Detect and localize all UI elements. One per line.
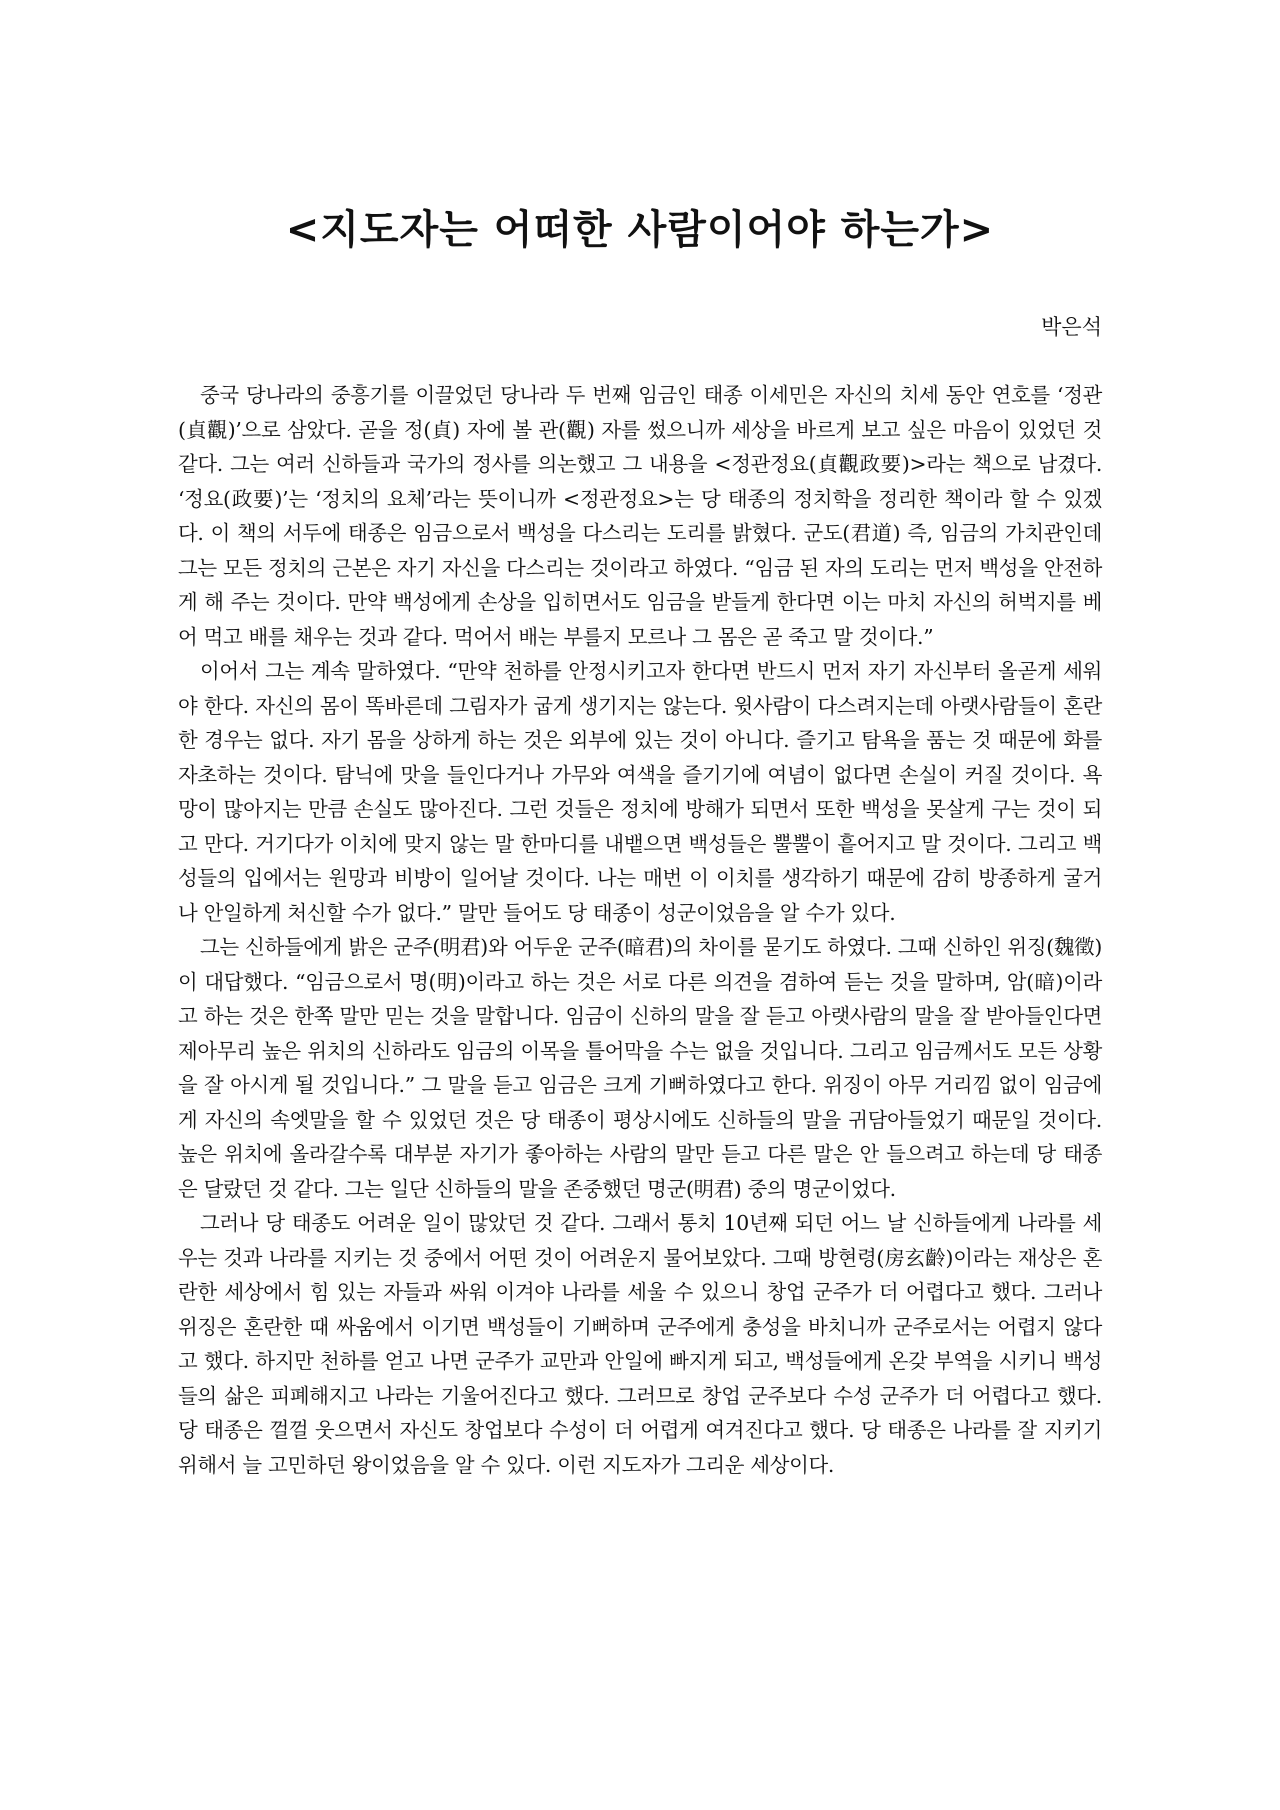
paragraph: 이어서 그는 계속 말하였다. “만약 천하를 안정시키고자 한다면 반드시 먼저 자기 자신부터 올곧게 세워야 한다. 자신의 몸이 똑바른데 그림자가 굽게 생기지는 않는다. 윗사람이 다스려지는데 아랫사람들이 혼란한 경우는 없다. 자기 몸을 상하게 하는 것은 외부에 있는 것이 아니다. 즐기고 탐욕을 품는 것 때문에 화를 자초하는 것이다. 탐닉에 맛을 들인다거나 가무와 여색을 즐기기에 여념이 없다면 손실이 커질 것이다. 욕망이 많아지는 만큼 손실도 많아진다. 그런 것들은 정치에 방해가 되면서 또한 백성을 못살게 구는 것이 되고 만다. 거기다가 이치에 맞지 않는 말 한마디를 내뱉으면 백성들은 뿔뿔이 흩어지고 말 것이다. 그리고 백성들의 입에서는 원망과 비방이 일어날 것이다. 나는 매번 이 이치를 생각하기 때문에 감히 방종하게 굴거나 안일하게 처신할 수가 없다.” 말만 들어도 당 태종이 성군이었음을 알 수가 있다. (178, 659, 1102, 925)
document-body (178, 378, 1102, 1482)
document-title: <지도자는 어떠한 사람이어야 하는가> (285, 207, 995, 253)
author-name: 박은석 (1041, 315, 1102, 339)
paragraph: 중국 당나라의 중흥기를 이끌었던 당나라 두 번째 임금인 태종 이세민은 자신의 치세 동안 연호를 ‘정관(貞觀)’으로 삼았다. 곧을 정(貞) 자에 볼 관(觀) 자를 썼으니까 세상을 바르게 보고 싶은 마음이 있었던 것 같다. 그는 여러 신하들과 국가의 정사를 의논했고 그 내용을 <정관정요(貞觀政要)>라는 책으로 남겼다. ‘정요(政要)’는 ‘정치의 요체’라는 뜻이니까 <정관정요>는 당 태종의 정치학을 정리한 책이라 할 수 있겠다. 이 책의 서두에 태종은 임금으로서 백성을 다스리는 도리를 밝혔다. 군도(君道) 즉, 임금의 가치관인데 그는 모든 정치의 근본은 자기 자신을 다스리는 것이라고 하였다. “임금 된 자의 도리는 먼저 백성을 안전하게 해 주는 것이다. 만약 백성에게 손상을 입히면서도 임금을 받들게 한다면 이는 마치 자신의 허벅지를 베어 먹고 배를 채우는 것과 같다. 먹어서 배는 부를지 모르나 그 몸은 곧 죽고 말 것이다.” (178, 383, 1102, 649)
paragraph: 그러나 당 태종도 어려운 일이 많았던 것 같다. 그래서 통치 10년째 되던 어느 날 신하들에게 나라를 세우는 것과 나라를 지키는 것 중에서 어떤 것이 어려운지 물어보았다. 그때 방현령(房玄齡)이라는 재상은 혼란한 세상에서 힘 있는 자들과 싸워 이겨야 나라를 세울 수 있으니 창업 군주가 더 어렵다고 했다. 그러나 위징은 혼란한 때 싸움에서 이기면 백성들이 기뻐하며 군주에게 충성을 바치니까 군주로서는 어렵지 않다고 했다. 하지만 천하를 얻고 나면 군주가 교만과 안일에 빠지게 되고, 백성들에게 온갖 부역을 시키니 백성들의 삶은 피폐해지고 나라는 기울어진다고 했다. 그러므로 창업 군주보다 수성 군주가 더 어렵다고 했다. 당 태종은 껄껄 웃으면서 자신도 창업보다 수성이 더 어렵게 여겨진다고 했다. 당 태종은 나라를 잘 지키기 위해서 늘 고민하던 왕이었음을 알 수 있다. 이런 지도자가 그리운 세상이다. (178, 1211, 1102, 1477)
paragraph: 그는 신하들에게 밝은 군주(明君)와 어두운 군주(暗君)의 차이를 묻기도 하였다. 그때 신하인 위징(魏徵)이 대답했다. “임금으로서 명(明)이라고 하는 것은 서로 다른 의견을 겸하여 듣는 것을 말하며, 암(暗)이라고 하는 것은 한쪽 말만 믿는 것을 말합니다. 임금이 신하의 말을 잘 듣고 아랫사람의 말을 잘 받아들인다면 제아무리 높은 위치의 신하라도 임금의 이목을 틀어막을 수는 없을 것입니다. 그리고 임금께서도 모든 상황을 잘 아시게 될 것입니다.” 그 말을 듣고 임금은 크게 기뻐하였다고 한다. 위징이 아무 거리낌 없이 임금에게 자신의 속엣말을 할 수 있었던 것은 당 태종이 평상시에도 신하들의 말을 귀담아들었기 때문일 것이다. 높은 위치에 올라갈수록 대부분 자기가 좋아하는 사람의 말만 듣고 다른 말은 안 들으려고 하는데 당 태종은 달랐던 것 같다. 그는 일단 신하들의 말을 존중했던 명군(明君) 중의 명군이었다. (178, 935, 1102, 1201)
